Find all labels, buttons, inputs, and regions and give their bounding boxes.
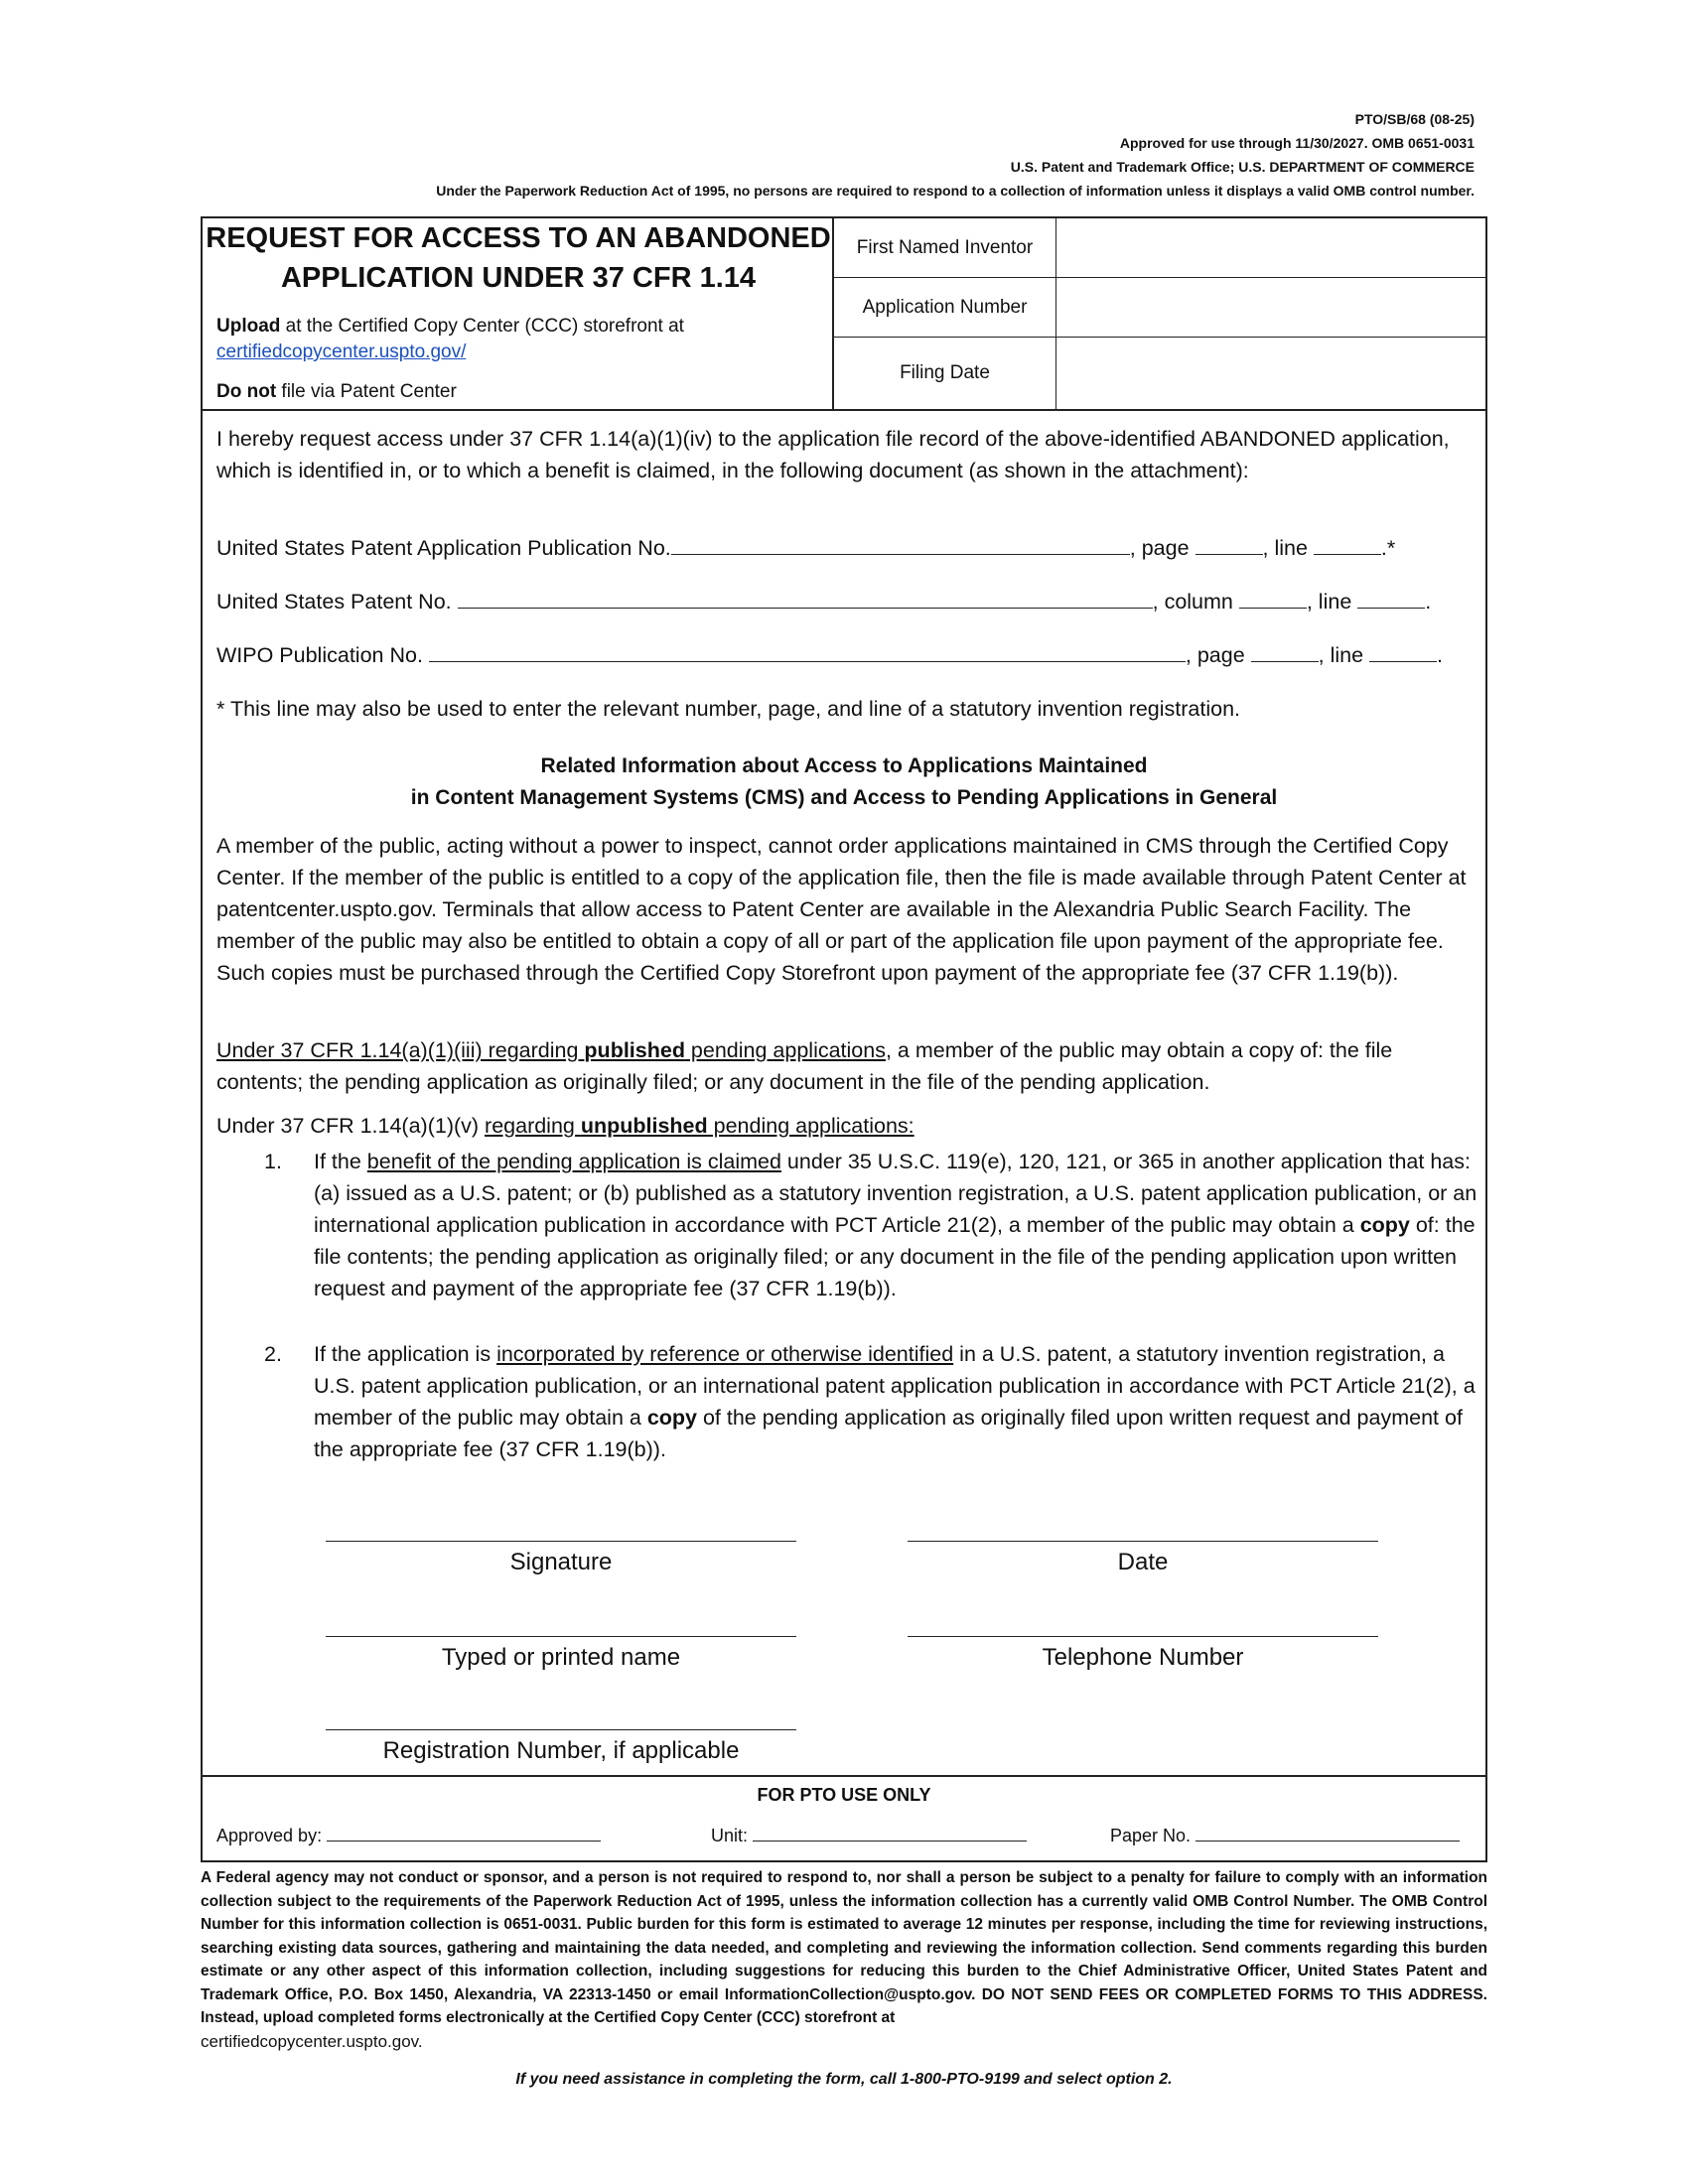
approved-by-label: Approved by: [216, 1826, 328, 1845]
unpublished-pre: Under 37 CFR 1.14(a)(1)(v) [216, 1114, 486, 1138]
patent-line [216, 588, 1474, 614]
typed-name-label: Typed or printed name [441, 1644, 681, 1671]
item-1-pre: If the [314, 1150, 367, 1173]
application-number-row [834, 278, 1485, 338]
upload-rest: at the Certified Copy Center (CCC) storefront at [280, 316, 684, 337]
unit-label: Unit: [711, 1826, 754, 1845]
wipo-line [216, 641, 1474, 668]
telephone-label: Telephone Number [1042, 1644, 1244, 1671]
wipo-page-label: , page [1185, 643, 1251, 667]
paperwork-notice: Under the Paperwork Reduction Act of 1995, no persons are required to respond to a collection of information unless it displays a valid OMB control number. [436, 183, 1475, 199]
item-1-mid: under 35 U.S.C. 119(e), 120, 121, or 365 in another application that has: (a) issued as a U.S. patent; or (b) published as a statutory invention registration, a U.S. patent application publication, or an international application publication in accordance with PCT Article 21(2), a member of the public may obtain a [314, 1150, 1477, 1237]
item-2-underlined: incorporated by reference or otherwise identified [496, 1342, 954, 1366]
publication-end: .* [1380, 536, 1396, 560]
item-1-number: 1. [264, 1150, 282, 1173]
ccc-url: certifiedcopycenter.uspto.gov. [201, 2032, 423, 2051]
omb-approval: Approved for use through 11/30/2027. OMB 0651-0031 [1119, 135, 1475, 151]
donot-bold: Do not [216, 381, 277, 402]
date-field[interactable] [908, 1541, 1378, 1542]
unit-field[interactable] [753, 1825, 1027, 1842]
registration-field[interactable] [326, 1729, 796, 1730]
paper-no-field[interactable] [1196, 1825, 1460, 1842]
telephone-field[interactable] [908, 1636, 1378, 1637]
first-inventor-row [834, 218, 1485, 278]
wipo-number-field[interactable] [429, 641, 1186, 662]
upload-bold: Upload [216, 316, 281, 337]
item-2-mid: in a U.S. patent, a statutory invention registration, a U.S. patent application publication, or an international patent application publication in accordance with PCT Article 21(2), a member of the public may obtain a [314, 1342, 1476, 1430]
cms-paragraph: A member of the public, acting without a power to inspect, cannot order applications maintained in CMS through the Certified Copy Center. If the member of the public is entitled to a copy of the application file, then the file is made available through Patent Center at patentcenter.uspto.gov. Terminals that allow access to Patent Center are available in the Alexandria Public Search Facility. The member of the public may also be entitled to obtain a copy of all or part of the application file upon payment of the appropriate fee. Such copies must be purchased through the Certified Copy Storefront upon payment of the appropriate fee (37 CFR 1.19(b)). [216, 834, 1467, 985]
typed-name-field[interactable] [326, 1636, 796, 1637]
pto-heading: FOR PTO USE ONLY [757, 1785, 931, 1805]
item-2-pre: If the application is [314, 1342, 497, 1366]
upload-instruction [216, 316, 684, 338]
patent-column-label: , column [1152, 590, 1239, 614]
form-title-line2: APPLICATION UNDER 37 CFR 1.14 [280, 262, 757, 294]
filing-date-label: Filing Date [834, 338, 1056, 409]
publication-label: United States Patent Application Publication No. [216, 536, 671, 560]
signature-field[interactable] [326, 1541, 796, 1542]
unpublished-u2: pending applications: [707, 1114, 914, 1138]
publication-page-field[interactable] [1196, 534, 1263, 555]
publication-line-field[interactable] [1314, 534, 1381, 555]
title-cell [203, 218, 834, 409]
donot-rest: file via Patent Center [276, 381, 457, 402]
ccc-link[interactable]: certifiedcopycenter.uspto.gov/ [216, 341, 467, 362]
form-id: PTO/SB/68 (08-25) [1354, 111, 1475, 127]
signature-label: Signature [509, 1549, 613, 1575]
wipo-end: . [1437, 643, 1444, 667]
wipo-label: WIPO Publication No. [216, 643, 429, 667]
item-2-number: 2. [264, 1342, 282, 1366]
item-1-end: of: the file contents; the pending application as originally filed; or any document in the file of the pending application upon written request and payment of the appropriate fee (37 CFR 1.19(b)). [314, 1213, 1476, 1300]
related-heading-1: Related Information about Access to Applications Maintained [540, 754, 1148, 777]
item-1-underlined: benefit of the pending application is claimed [366, 1150, 781, 1173]
wipo-line-field[interactable] [1369, 641, 1437, 662]
filing-date-row [834, 338, 1485, 409]
item-1-text [314, 1146, 1477, 1304]
item-2-bold: copy [646, 1406, 697, 1430]
paper-no-line [1110, 1825, 1460, 1846]
date-label: Date [1117, 1549, 1169, 1575]
approved-by-field[interactable] [327, 1825, 601, 1842]
published-paragraph [216, 1034, 1474, 1098]
published-rest: , a member of the public may obtain a copy of: the file contents; the pending application as originally filed; or any document in the file of the pending application. [216, 1038, 1393, 1094]
first-inventor-label: First Named Inventor [834, 218, 1056, 277]
patent-end: . [1425, 590, 1432, 614]
unpublished-u1: regarding [485, 1114, 581, 1138]
unit-line [711, 1825, 1027, 1846]
patent-line-label: , line [1306, 590, 1358, 614]
filing-date-field[interactable] [1056, 338, 1485, 409]
patent-column-field[interactable] [1239, 588, 1307, 609]
published-bold: published [584, 1038, 685, 1062]
published-u2: pending applications [684, 1038, 886, 1062]
publication-line [216, 534, 1474, 561]
assistance-note: If you need assistance in completing the form, call 1-800-PTO-9199 and select option 2. [515, 2071, 1173, 2088]
patent-number-field[interactable] [458, 588, 1153, 609]
publication-page-label: , page [1129, 536, 1196, 560]
patent-label: United States Patent No. [216, 590, 458, 614]
publication-number-field[interactable] [671, 534, 1130, 555]
first-inventor-field[interactable] [1056, 218, 1485, 277]
paper-no-label: Paper No. [1110, 1826, 1196, 1845]
item-2-end: of the pending application as originally filed upon written request and payment of the appropriate fee (37 CFR 1.19(b)). [314, 1406, 1463, 1461]
approved-by-line [216, 1825, 601, 1846]
unpublished-paragraph [216, 1110, 1474, 1142]
publication-line-label: , line [1262, 536, 1314, 560]
published-u1: Under 37 CFR 1.14(a)(1)(iii) regarding [216, 1038, 585, 1062]
form-box [201, 216, 1487, 1862]
request-intro: I hereby request access under 37 CFR 1.14(a)(1)(iv) to the application file record of the above-identified ABANDONED application, which is identified in, or to which a benefit is claimed, in the following document (as shown in the attachment): [216, 427, 1450, 482]
application-number-field[interactable] [1056, 278, 1485, 337]
statutory-note: * This line may also be used to enter the relevant number, page, and line of a statutory invention registration. [216, 697, 1241, 721]
agency: U.S. Patent and Trademark Office; U.S. DEPARTMENT OF COMMERCE [1010, 159, 1475, 175]
wipo-page-field[interactable] [1251, 641, 1319, 662]
item-2-text [314, 1338, 1477, 1465]
application-number-label: Application Number [834, 278, 1056, 337]
registration-label: Registration Number, if applicable [382, 1737, 740, 1764]
burden-statement: A Federal agency may not conduct or sponsor, and a person is not required to respond to, nor shall a person be subject to a penalty for failure to comply with an information collection subject to the requirements of the Paperwork Reduction Act of 1995, unless the information collection has a currently valid OMB Control Number. The OMB Control Number for this information collection is 0651-0031. Public burden for this form is estimated to average 12 minutes per response, including the time for reviewing instructions, searching existing data sources, gathering and maintaining the data needed, and completing and reviewing the information collection. Send comments regarding this burden estimate or any other aspect of this information collection, including suggestions for reducing this burden to the Chief Administrative Officer, United States Patent and Trademark Office, P.O. Box 1450, Alexandria, VA 22313-1450 or email InformationCollection@uspto.gov. DO NOT SEND FEES OR COMPLETED FORMS TO THIS ADDRESS. Instead, upload completed forms electronically at the Certified Copy Center (CCC) storefront at [201, 1869, 1487, 2026]
item-1-bold: copy [1359, 1213, 1410, 1237]
donot-instruction [216, 381, 457, 403]
wipo-line-label: , line [1318, 643, 1370, 667]
related-heading-2: in Content Management Systems (CMS) and Access to Pending Applications in General [410, 786, 1278, 809]
unpublished-bold: unpublished [580, 1114, 708, 1138]
pto-divider [203, 1775, 1485, 1777]
title-divider [203, 409, 1485, 411]
patent-line-field[interactable] [1357, 588, 1425, 609]
form-title-line1: REQUEST FOR ACCESS TO AN ABANDONED [206, 222, 831, 254]
